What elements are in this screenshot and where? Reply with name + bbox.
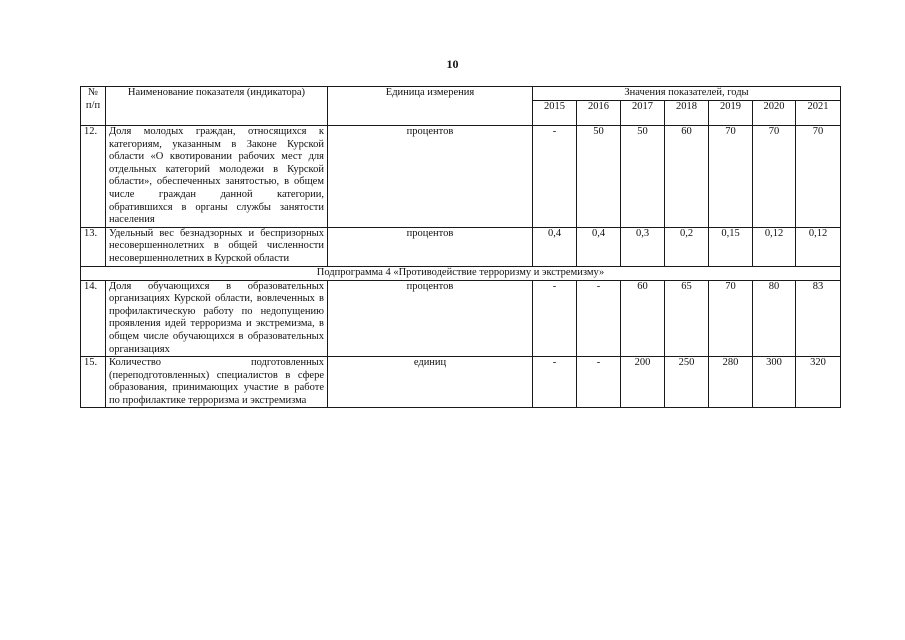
value-cell: 0,4 bbox=[577, 227, 621, 266]
header-year: 2019 bbox=[709, 101, 753, 126]
header-values: Значения показателей, годы bbox=[533, 87, 841, 101]
value-cell: 0,4 bbox=[533, 227, 577, 266]
value-cell: 250 bbox=[665, 357, 709, 408]
value-cell: 70 bbox=[709, 280, 753, 357]
value-cell: 60 bbox=[665, 126, 709, 228]
indicator-name: Удельный вес безнадзорных и беспризорных несовершеннолетних в общей численности несовершеннолетних в Курской области bbox=[106, 227, 328, 266]
value-cell: 50 bbox=[621, 126, 665, 228]
table-row bbox=[81, 357, 841, 408]
header-year: 2020 bbox=[753, 101, 796, 126]
value-cell: 0,12 bbox=[753, 227, 796, 266]
header-num: № п/п bbox=[81, 87, 106, 126]
indicator-name: Количество подготовленных (переподготовленных) специалистов в сфере образования, принимающих участие в работе по профилактике терроризма и экстремизма bbox=[106, 357, 328, 408]
indicator-unit: процентов bbox=[328, 280, 533, 357]
row-number: 14. bbox=[81, 280, 106, 357]
indicators-table bbox=[80, 86, 841, 408]
indicator-name: Доля молодых граждан, относящихся к категориям, указанным в Законе Курской области «О квотировании рабочих мест для отдельных категорий молодежи в Курской области», обеспеченных занятостью, в общем числе граждан данной категории, обратившихся в органы службы занятости населения bbox=[106, 126, 328, 228]
indicator-unit: процентов bbox=[328, 227, 533, 266]
value-cell: 0,15 bbox=[709, 227, 753, 266]
value-cell: 83 bbox=[796, 280, 841, 357]
header-year: 2015 bbox=[533, 101, 577, 126]
value-cell: - bbox=[533, 357, 577, 408]
subprogram-row bbox=[81, 266, 841, 280]
value-cell: 320 bbox=[796, 357, 841, 408]
value-cell: 0,2 bbox=[665, 227, 709, 266]
value-cell: 80 bbox=[753, 280, 796, 357]
header-name: Наименование показателя (индикатора) bbox=[106, 87, 328, 126]
value-cell: 300 bbox=[753, 357, 796, 408]
header-row-top bbox=[81, 87, 841, 101]
value-cell: 60 bbox=[621, 280, 665, 357]
row-number: 12. bbox=[81, 126, 106, 228]
indicator-unit: процентов bbox=[328, 126, 533, 228]
row-number: 13. bbox=[81, 227, 106, 266]
header-year: 2016 bbox=[577, 101, 621, 126]
value-cell: 70 bbox=[753, 126, 796, 228]
page-number: 10 bbox=[446, 57, 459, 71]
header-unit: Единица измерения bbox=[328, 87, 533, 126]
value-cell: 65 bbox=[665, 280, 709, 357]
value-cell: - bbox=[577, 280, 621, 357]
value-cell: 0,3 bbox=[621, 227, 665, 266]
value-cell: - bbox=[533, 126, 577, 228]
header-year: 2021 bbox=[796, 101, 841, 126]
value-cell: 50 bbox=[577, 126, 621, 228]
value-cell: 70 bbox=[709, 126, 753, 228]
table-row bbox=[81, 126, 841, 228]
indicator-name: Доля обучающихся в образовательных организациях Курской области, вовлеченных в профилактическую работу по недопущению проявления идей терроризма и экстремизма, в общем числе обучающихся в образовательных организациях bbox=[106, 280, 328, 357]
value-cell: 200 bbox=[621, 357, 665, 408]
value-cell: - bbox=[577, 357, 621, 408]
table-row bbox=[81, 227, 841, 266]
value-cell: - bbox=[533, 280, 577, 357]
subprogram-title: Подпрограмма 4 «Противодействие терроризму и экстремизму» bbox=[81, 266, 841, 280]
value-cell: 280 bbox=[709, 357, 753, 408]
header-year: 2017 bbox=[621, 101, 665, 126]
indicator-unit: единиц bbox=[328, 357, 533, 408]
value-cell: 70 bbox=[796, 126, 841, 228]
value-cell: 0,12 bbox=[796, 227, 841, 266]
table-row bbox=[81, 280, 841, 357]
header-year: 2018 bbox=[665, 101, 709, 126]
row-number: 15. bbox=[81, 357, 106, 408]
